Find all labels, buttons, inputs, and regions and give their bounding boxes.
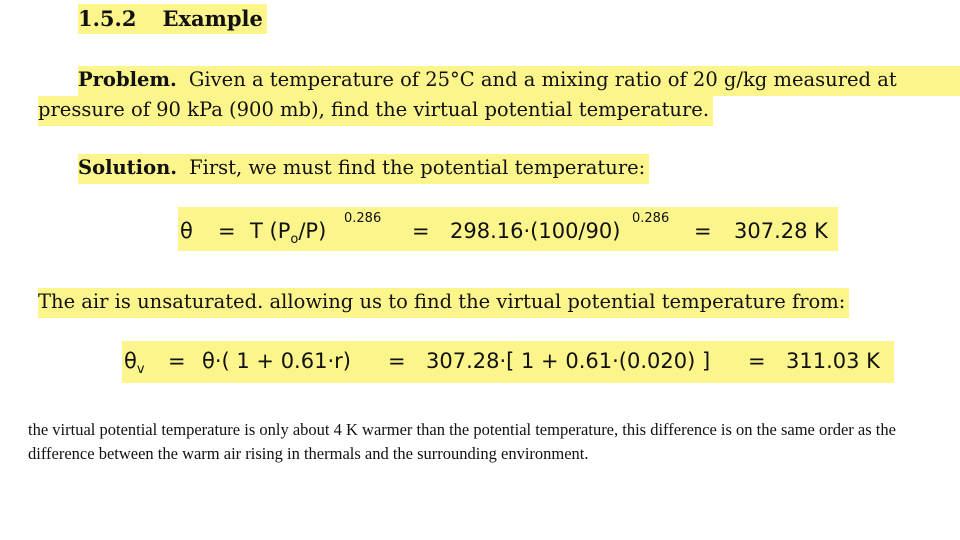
virtual-numeric-expression: 307.28·[ 1 + 0.61·(0.020) ] — [426, 349, 711, 373]
solution-text: First, we must find the potential temperature: — [189, 156, 646, 179]
theta-symbol: θ — [180, 219, 193, 243]
explanation-paragraph: the virtual potential temperature is only about 4 K warmer than the potential temperature, this difference is on the same order as the difference between the warm air rising in thermals and the surrounding environment. — [28, 420, 896, 463]
equals-sign-1: = — [218, 219, 236, 243]
virtual-expression: θ·( 1 + 0.61·r) — [202, 349, 351, 373]
equals-sign-5: = — [388, 349, 406, 373]
t-term: T (P — [250, 219, 291, 243]
temperature-term — [250, 219, 326, 247]
virtual-potential-temperature-equation — [122, 341, 894, 383]
problem-label: Problem. — [78, 68, 177, 91]
virtual-temperature-result: 311.03 K — [786, 349, 880, 373]
problem-text-1: Given a temperature of 25°C and a mixing ratio of 20 g/kg measured at — [188, 68, 897, 91]
solution-line — [78, 154, 649, 184]
exponent-2: 0.286 — [632, 211, 670, 226]
problem-line-1 — [78, 66, 960, 96]
potential-temperature-result: 307.28 K — [734, 219, 828, 243]
equals-sign-2: = — [412, 219, 430, 243]
problem-line-2 — [38, 96, 713, 126]
section-title: Example — [162, 6, 263, 31]
section-heading — [78, 4, 267, 34]
theta-v-base: θ — [124, 349, 137, 373]
theta-v-subscript: v — [136, 362, 145, 377]
unsaturated-text: The air is unsaturated. allowing us to find the virtual potential temperature from: — [38, 290, 846, 313]
potential-temperature-equation — [178, 207, 838, 251]
section-number: 1.5.2 — [78, 6, 137, 31]
problem-text-2: pressure of 90 kPa (900 mb), find the virtual potential temperature. — [38, 98, 710, 121]
solution-label: Solution. — [78, 156, 178, 179]
theta-v-symbol — [124, 349, 145, 377]
equals-sign-3: = — [694, 219, 712, 243]
equals-sign-4: = — [168, 349, 186, 373]
p0-subscript: o — [290, 232, 299, 247]
exponent-1: 0.286 — [344, 211, 382, 226]
equals-sign-6: = — [748, 349, 766, 373]
p-ratio-rest: /P) — [298, 219, 327, 243]
unsaturated-line — [38, 288, 849, 318]
numeric-expression: 298.16·(100/90) — [450, 219, 621, 243]
